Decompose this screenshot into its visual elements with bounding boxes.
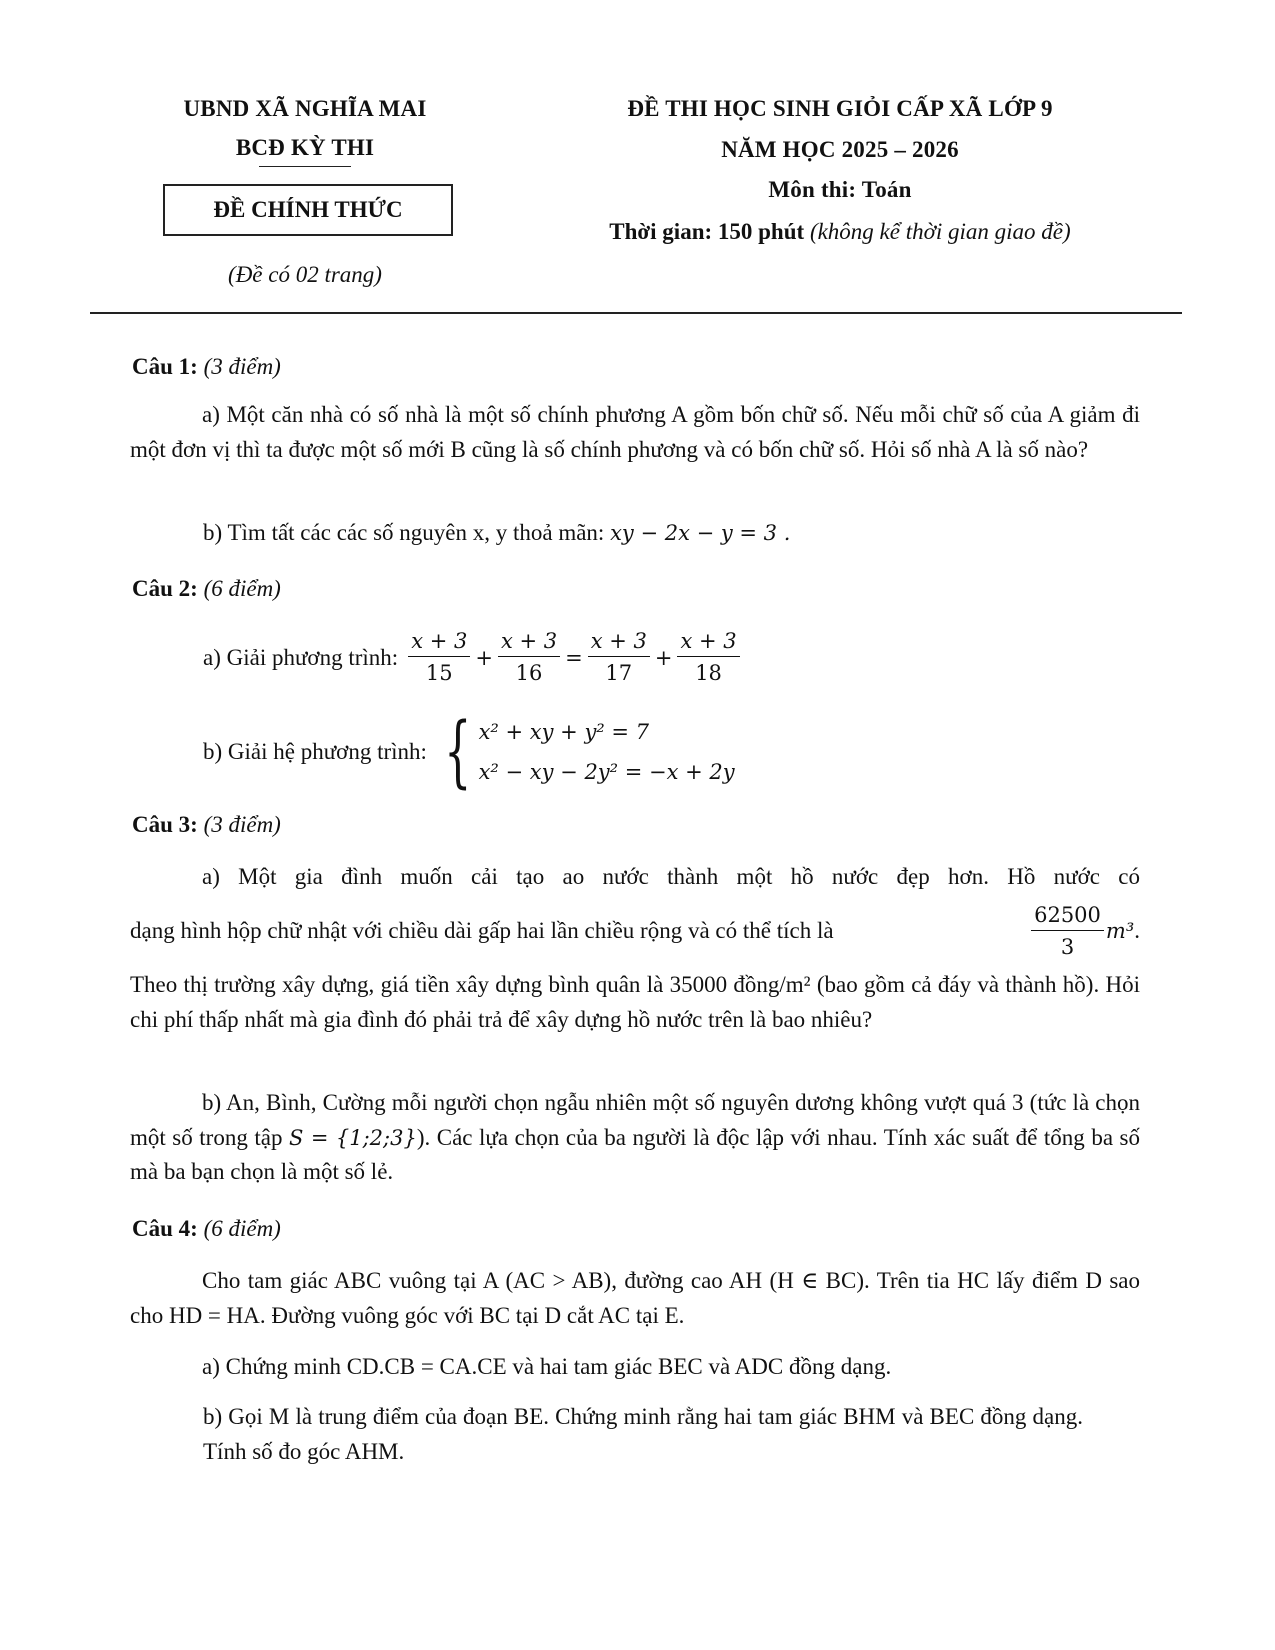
question-2b-text: b) Giải hệ phương trình:: [203, 739, 427, 764]
question-1b-text: b) Tìm tất các các số nguyên x, y thoả mãn:: [203, 520, 605, 545]
plus-sign: +: [475, 645, 493, 670]
exam-title: ĐỀ THI HỌC SINH GIỎI CẤP XÃ LỚP 9: [627, 96, 1053, 121]
question-3b-post: ). Các lựa chọn của ba người là độc lập với nhau. Tính xác suất để tổng ba số mà ba bạn chọn là một số lẻ.: [130, 1124, 1140, 1184]
fraction-2-denominator: 16: [515, 661, 543, 685]
question-3b: [130, 1086, 1140, 1190]
school-year: NĂM HỌC 2025 – 2026: [721, 137, 959, 162]
exam-title-block: [540, 88, 1140, 254]
question-1-label: Câu 1:: [132, 354, 198, 379]
fraction-3-numerator: x + 3: [590, 629, 647, 653]
question-3a-line1: a) Một gia đình muốn cải tạo ao nước thành một hồ nước đẹp hơn. Hồ nước có: [202, 864, 1140, 889]
header-divider: [90, 312, 1182, 314]
fraction-4: [677, 626, 739, 689]
time-limit: [540, 210, 1140, 254]
question-4b: b) Gọi M là trung điểm của đoạn BE. Chứng minh rằng hai tam giác BHM và BEC đồng dạng. Tính số đo góc AHM.: [203, 1404, 1083, 1464]
volume-numerator: 62500: [1031, 900, 1104, 931]
time-limit-note: (không kể thời gian giao đề): [809, 219, 1071, 244]
time-limit-value: Thời gian: 150 phút: [609, 219, 805, 244]
equation-system: [433, 707, 735, 797]
volume-unit: m³: [1105, 918, 1135, 943]
equals-sign: =: [565, 645, 583, 670]
question-2-label: Câu 2:: [132, 576, 198, 601]
system-equation-1: x² + xy + y² = 7: [478, 720, 650, 744]
question-1-title: [132, 354, 281, 380]
official-stamp-box: [163, 184, 453, 236]
fraction-3: [588, 626, 650, 689]
subject: Môn thi: Toán: [768, 177, 912, 202]
fraction-2-numerator: x + 3: [500, 629, 558, 653]
pages-note: (Đề có 02 trang): [228, 262, 382, 287]
committee-name: BCĐ KỲ THI: [235, 135, 375, 160]
fraction-2: [498, 626, 560, 689]
question-3-title: [132, 812, 281, 838]
volume-denominator: 3: [1060, 934, 1075, 959]
question-3-label: Câu 3:: [132, 812, 198, 837]
fraction-3-denominator: 17: [605, 661, 633, 685]
question-3b-set: S = {1;2;3}: [288, 1125, 417, 1150]
plus-sign: +: [654, 645, 673, 670]
fraction-1-denominator: 15: [425, 661, 453, 685]
question-1b-equation: xy − 2x − y = 3 .: [610, 521, 791, 545]
question-3b-pre: b) An, Bình, Cường mỗi người chọn ngẫu nhiên một số nguyên dương không vượt quá 3 (tức là chọn một số trong tập: [130, 1090, 1140, 1150]
question-1a: a) Một căn nhà có số nhà là một số chính phương A gồm bốn chữ số. Nếu mỗi chữ số của A giảm đi một đơn vị thì ta được một số mới B cũng là số chính phương và có bốn chữ số. Hỏi số nhà A là số nào?: [130, 402, 1140, 462]
question-4-intro: Cho tam giác ABC vuông tại A (AC > AB), đường cao AH (H ∈ BC). Trên tia HC lấy điểm D sao cho HD = HA. Đường vuông góc với BC tại D cắt AC tại E.: [130, 1268, 1140, 1328]
question-3a-rest: Theo thị trường xây dựng, giá tiền xây dựng bình quân là 35000 đồng/m² (bao gồm cả đáy và thành hồ). Hỏi chi phí thấp nhất mà gia đình đó phải trả để xây dựng hồ nước trên là bao nhiêu?: [130, 972, 1140, 1032]
question-2a: [203, 626, 742, 689]
question-2b: [203, 707, 735, 797]
question-4-label: Câu 4:: [132, 1216, 198, 1241]
official-label: ĐỀ CHÍNH THỨC: [213, 197, 403, 222]
question-3a-line2: dạng hình hộp chữ nhật với chiều dài gấp hai lần chiều rộng và có thể tích là $\frac{62500}{3}$ m³ .: [130, 900, 1140, 962]
question-3a-line2-text: dạng hình hộp chữ nhật với chiều dài gấp hai lần chiều rộng và có thể tích là: [130, 917, 834, 943]
question-4-title: [132, 1216, 281, 1242]
question-1b: [203, 520, 790, 546]
question-2-title: [132, 576, 281, 602]
left-brace-icon: {: [444, 707, 472, 797]
question-3-points: (3 điểm): [203, 812, 281, 837]
fraction-1: [408, 626, 470, 689]
fraction-4-denominator: 18: [695, 661, 722, 685]
issuer-block: [140, 88, 470, 167]
issuer-name: UBND XÃ NGHĨA MAI: [183, 96, 427, 121]
system-equation-2: x² − xy − 2y² = −x + 2y: [478, 760, 735, 784]
committee-underline: [259, 166, 351, 167]
question-1-points: (3 điểm): [203, 354, 281, 379]
question-4-points: (6 điểm): [203, 1216, 281, 1241]
question-2-points: (6 điểm): [203, 576, 281, 601]
volume-fraction: [1031, 900, 1104, 963]
question-2a-text: a) Giải phương trình:: [203, 644, 399, 670]
question-4a: a) Chứng minh CD.CB = CA.CE và hai tam giác BEC và ADC đồng dạng.: [202, 1354, 892, 1379]
fraction-1-numerator: x + 3: [411, 629, 468, 653]
fraction-4-numerator: x + 3: [680, 629, 737, 653]
